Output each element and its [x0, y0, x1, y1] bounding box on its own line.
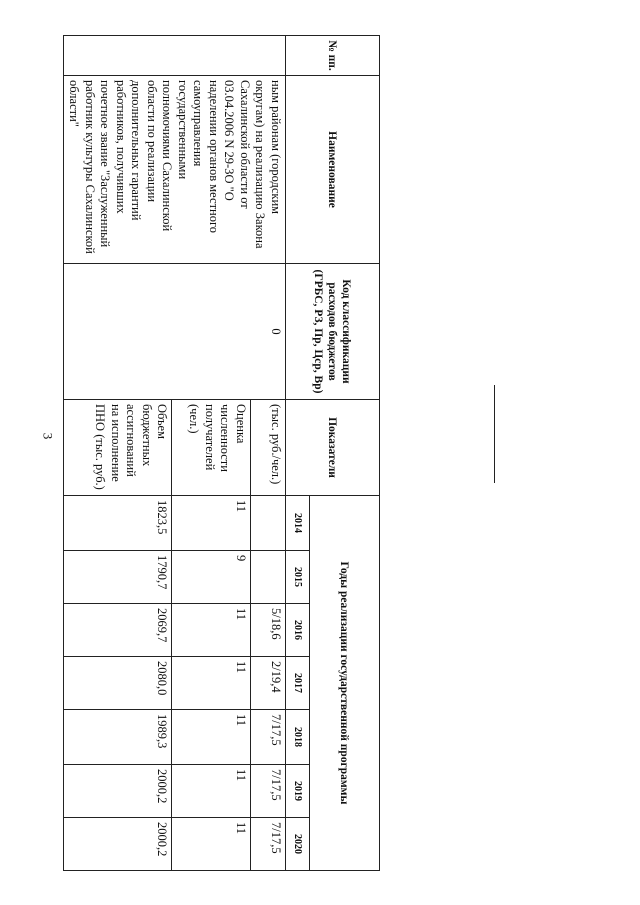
- indicator-cell: Оценка численности получателей (чел.): [172, 400, 251, 496]
- value-cell: 1790,7: [64, 551, 172, 604]
- value-cell: 11: [172, 765, 251, 818]
- row-num-cell: [64, 36, 286, 76]
- header-years-group: Годы реализации государственной программы: [310, 496, 380, 871]
- code-cell: 0: [64, 264, 286, 400]
- value-cell: 11: [172, 496, 251, 551]
- value-cell: 1989,3: [64, 710, 172, 765]
- value-cell: 2000,2: [64, 765, 172, 818]
- program-table: [63, 35, 380, 871]
- value-cell: 2069,7: [64, 604, 172, 657]
- value-cell: 5/18,6: [250, 604, 285, 657]
- header-year: 2019: [286, 765, 310, 818]
- header-num: № пп.: [286, 36, 380, 76]
- indicator-cell: Объем бюджетных ассигнований на исполнение ПНО (тыс. руб.): [64, 400, 172, 496]
- value-cell: 11: [172, 818, 251, 871]
- table-row: [250, 36, 285, 871]
- value-cell: [250, 551, 285, 604]
- value-cell: [250, 496, 285, 551]
- header-year: 2015: [286, 551, 310, 604]
- value-cell: 2/19,4: [250, 657, 285, 710]
- header-row: [310, 36, 380, 871]
- value-cell: 2000,2: [64, 818, 172, 871]
- header-year: 2014: [286, 496, 310, 551]
- header-name: Наименование: [286, 76, 380, 264]
- header-code: Код классификации расходов бюджетов (ГРБС, РЗ, Пр, Цср, Вр): [286, 264, 380, 400]
- separator-line: [494, 385, 495, 483]
- value-cell: 1823,5: [64, 496, 172, 551]
- value-cell: 11: [172, 710, 251, 765]
- value-cell: 7/17,5: [250, 710, 285, 765]
- rotated-table-frame: [67, 35, 380, 871]
- header-year: 2016: [286, 604, 310, 657]
- page-number: 3: [40, 432, 56, 440]
- value-cell: 2080,0: [64, 657, 172, 710]
- name-cell: ным районам (городским округам) на реализацию Закона Сахалинской области от 03.04.2006 N 29-ЗО "О наделении органов местного самоуправления государственными полномочиями Сахалинской области по реализации дополнительных гарантий работников, получивших почетное звание "Заслуженный работник культуры Сахалинской области": [64, 76, 286, 264]
- value-cell: 11: [172, 657, 251, 710]
- header-year: 2017: [286, 657, 310, 710]
- value-cell: 11: [172, 604, 251, 657]
- rotated-table-container: [67, 35, 380, 871]
- header-year: 2018: [286, 710, 310, 765]
- value-cell: 7/17,5: [250, 818, 285, 871]
- value-cell: 7/17,5: [250, 765, 285, 818]
- value-cell: 9: [172, 551, 251, 604]
- indicator-cell: (тыс. руб./чел.): [250, 400, 285, 496]
- header-indicators: Показатели: [286, 400, 380, 496]
- header-year: 2020: [286, 818, 310, 871]
